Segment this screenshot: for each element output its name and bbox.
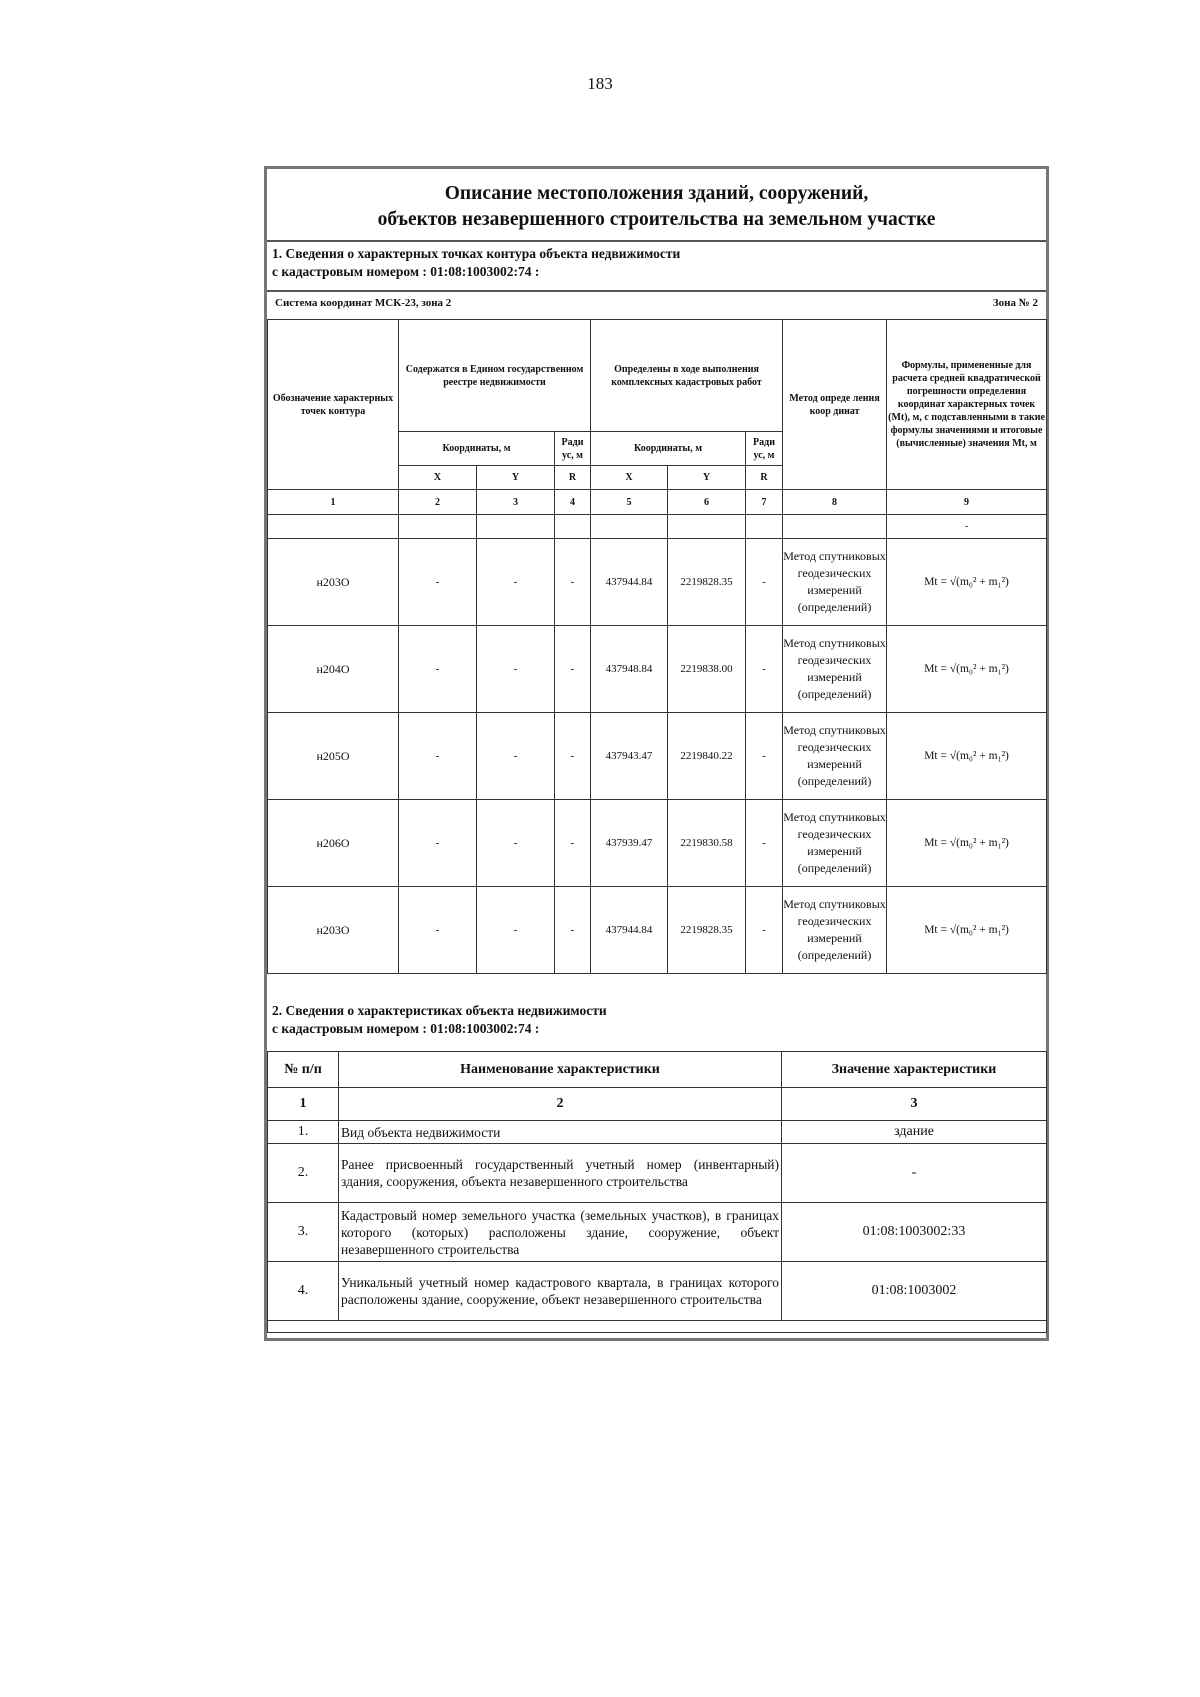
coordinate-system: Система координат МСК-23, зона 2	[275, 297, 452, 309]
header-cadastral-works: Определены в ходе выполнения комплексных кадастровых работ	[591, 320, 783, 432]
table-row	[268, 887, 1047, 974]
col-number: 3	[477, 490, 555, 515]
col-number: 8	[783, 490, 887, 515]
registry-x: -	[399, 626, 477, 713]
registry-y: -	[477, 539, 555, 626]
registry-x: -	[399, 800, 477, 887]
registry-r: -	[555, 800, 591, 887]
registry-y: -	[477, 713, 555, 800]
section1-heading-line-1: 1. Сведения о характерных точках контура объекта недвижимости	[272, 246, 681, 261]
coord-x: 437939.47	[591, 800, 668, 887]
registry-y: -	[477, 800, 555, 887]
header-x: X	[399, 466, 477, 490]
header-formulas: Формулы, примененные для расчета средней квадратической погрешности определения координат характерных точек (Mt), м, с подставленными в такие формулы значениями и итоговые (вычисленные) значения Mt, м	[887, 320, 1047, 490]
header-radius: Ради ус, м	[555, 432, 591, 466]
table-row	[268, 1262, 1047, 1321]
col-number: 5	[591, 490, 668, 515]
coord-y: 2219828.35	[668, 539, 746, 626]
header-method: Метод опреде ления коор динат	[783, 320, 887, 490]
row-name: Кадастровый номер земельного участка (земельных участков), в границах которого (которых) расположены здание, сооружение, объект незавершенного строительства	[339, 1203, 782, 1262]
points-table	[267, 319, 1047, 974]
point-designation: н203О	[268, 887, 399, 974]
section2-heading-line-1: 2. Сведения о характеристиках объекта недвижимости	[272, 1003, 607, 1018]
method: Метод спутниковых геодезических измерений (определений)	[783, 626, 887, 713]
col-number: 1	[268, 490, 399, 515]
point-designation: н205О	[268, 713, 399, 800]
header-r: R	[555, 466, 591, 490]
header-x: X	[591, 466, 668, 490]
coord-r: -	[746, 887, 783, 974]
col-number: 3	[782, 1088, 1047, 1121]
header-r: R	[746, 466, 783, 490]
coord-x: 437943.47	[591, 713, 668, 800]
row-num: 2.	[268, 1144, 339, 1203]
table-row	[268, 800, 1047, 887]
header-coords: Координаты, м	[399, 432, 555, 466]
formula: Mt = √(m₀² + m₁²)	[887, 626, 1047, 713]
row-num: 1.	[268, 1121, 339, 1144]
method: Метод спутниковых геодезических измерений (определений)	[783, 713, 887, 800]
formula: Mt = √(m₀² + m₁²)	[887, 887, 1047, 974]
table-row	[268, 713, 1047, 800]
page-number: 183	[587, 74, 613, 93]
formula: Mt = √(m₀² + m₁²)	[887, 713, 1047, 800]
registry-r: -	[555, 713, 591, 800]
coord-x: 437944.84	[591, 887, 668, 974]
header-name: Наименование характеристики	[339, 1052, 782, 1088]
row-value: здание	[782, 1121, 1047, 1144]
document-title	[267, 181, 1046, 233]
coord-y: 2219838.00	[668, 626, 746, 713]
zone-label: Зона № 2	[992, 297, 1038, 309]
characteristics-table	[267, 1051, 1047, 1333]
header-y: Y	[477, 466, 555, 490]
registry-r: -	[555, 539, 591, 626]
col-number: 2	[399, 490, 477, 515]
row-name: Ранее присвоенный государственный учетный номер (инвентарный) здания, сооружения, объекта незавершенного строительства	[339, 1144, 782, 1203]
col-number: 9	[887, 490, 1047, 515]
header-coords: Координаты, м	[591, 432, 746, 466]
coord-x: 437948.84	[591, 626, 668, 713]
title-line-2: объектов незавершенного строительства на земельном участке	[377, 209, 936, 230]
registry-y: -	[477, 887, 555, 974]
section1-heading	[272, 245, 680, 281]
method: Метод спутниковых геодезических измерений (определений)	[783, 539, 887, 626]
coord-r: -	[746, 800, 783, 887]
registry-r: -	[555, 887, 591, 974]
header-designation: Обозначение характерных точек контура	[268, 320, 399, 490]
point-designation: н203О	[268, 539, 399, 626]
row-value: 01:08:1003002	[782, 1262, 1047, 1321]
col-number: 6	[668, 490, 746, 515]
col-number: 1	[268, 1088, 339, 1121]
formula: Mt = √(m₀² + m₁²)	[887, 800, 1047, 887]
coord-y: 2219830.58	[668, 800, 746, 887]
blank-row-dash: -	[887, 515, 1047, 539]
point-designation: н206О	[268, 800, 399, 887]
header-num: № п/п	[268, 1052, 339, 1088]
table-row	[268, 1203, 1047, 1262]
col-number: 7	[746, 490, 783, 515]
coord-r: -	[746, 713, 783, 800]
coord-r: -	[746, 626, 783, 713]
section2-heading	[272, 1002, 607, 1038]
document-frame	[264, 166, 1049, 1341]
coord-x: 437944.84	[591, 539, 668, 626]
coord-y: 2219840.22	[668, 713, 746, 800]
divider	[267, 290, 1046, 292]
registry-r: -	[555, 626, 591, 713]
header-y: Y	[668, 466, 746, 490]
row-num: 3.	[268, 1203, 339, 1262]
col-number: 2	[339, 1088, 782, 1121]
table-row	[268, 626, 1047, 713]
col-number: 4	[555, 490, 591, 515]
formula: Mt = √(m₀² + m₁²)	[887, 539, 1047, 626]
point-designation: н204О	[268, 626, 399, 713]
divider	[267, 240, 1046, 242]
header-value: Значение характеристики	[782, 1052, 1047, 1088]
table-row	[268, 1144, 1047, 1203]
row-name: Уникальный учетный номер кадастрового квартала, в границах которого расположены здание, сооружение, объект незавершенного строительства	[339, 1262, 782, 1321]
section2-heading-line-2: с кадастровым номером : 01:08:1003002:74 :	[272, 1021, 540, 1036]
coord-y: 2219828.35	[668, 887, 746, 974]
registry-x: -	[399, 713, 477, 800]
method: Метод спутниковых геодезических измерений (определений)	[783, 887, 887, 974]
header-registry: Содержатся в Едином государственном реестре недвижимости	[399, 320, 591, 432]
section1-heading-line-2: с кадастровым номером : 01:08:1003002:74 :	[272, 264, 540, 279]
row-name: Вид объекта недвижимости	[339, 1121, 782, 1144]
registry-x: -	[399, 539, 477, 626]
row-value: -	[782, 1144, 1047, 1203]
row-value: 01:08:1003002:33	[782, 1203, 1047, 1262]
row-num: 4.	[268, 1262, 339, 1321]
method: Метод спутниковых геодезических измерений (определений)	[783, 800, 887, 887]
registry-y: -	[477, 626, 555, 713]
registry-x: -	[399, 887, 477, 974]
table-row	[268, 1121, 1047, 1144]
title-line-1: Описание местоположения зданий, сооружений,	[444, 183, 869, 204]
coord-r: -	[746, 539, 783, 626]
header-radius: Ради ус, м	[746, 432, 783, 466]
table-row	[268, 539, 1047, 626]
